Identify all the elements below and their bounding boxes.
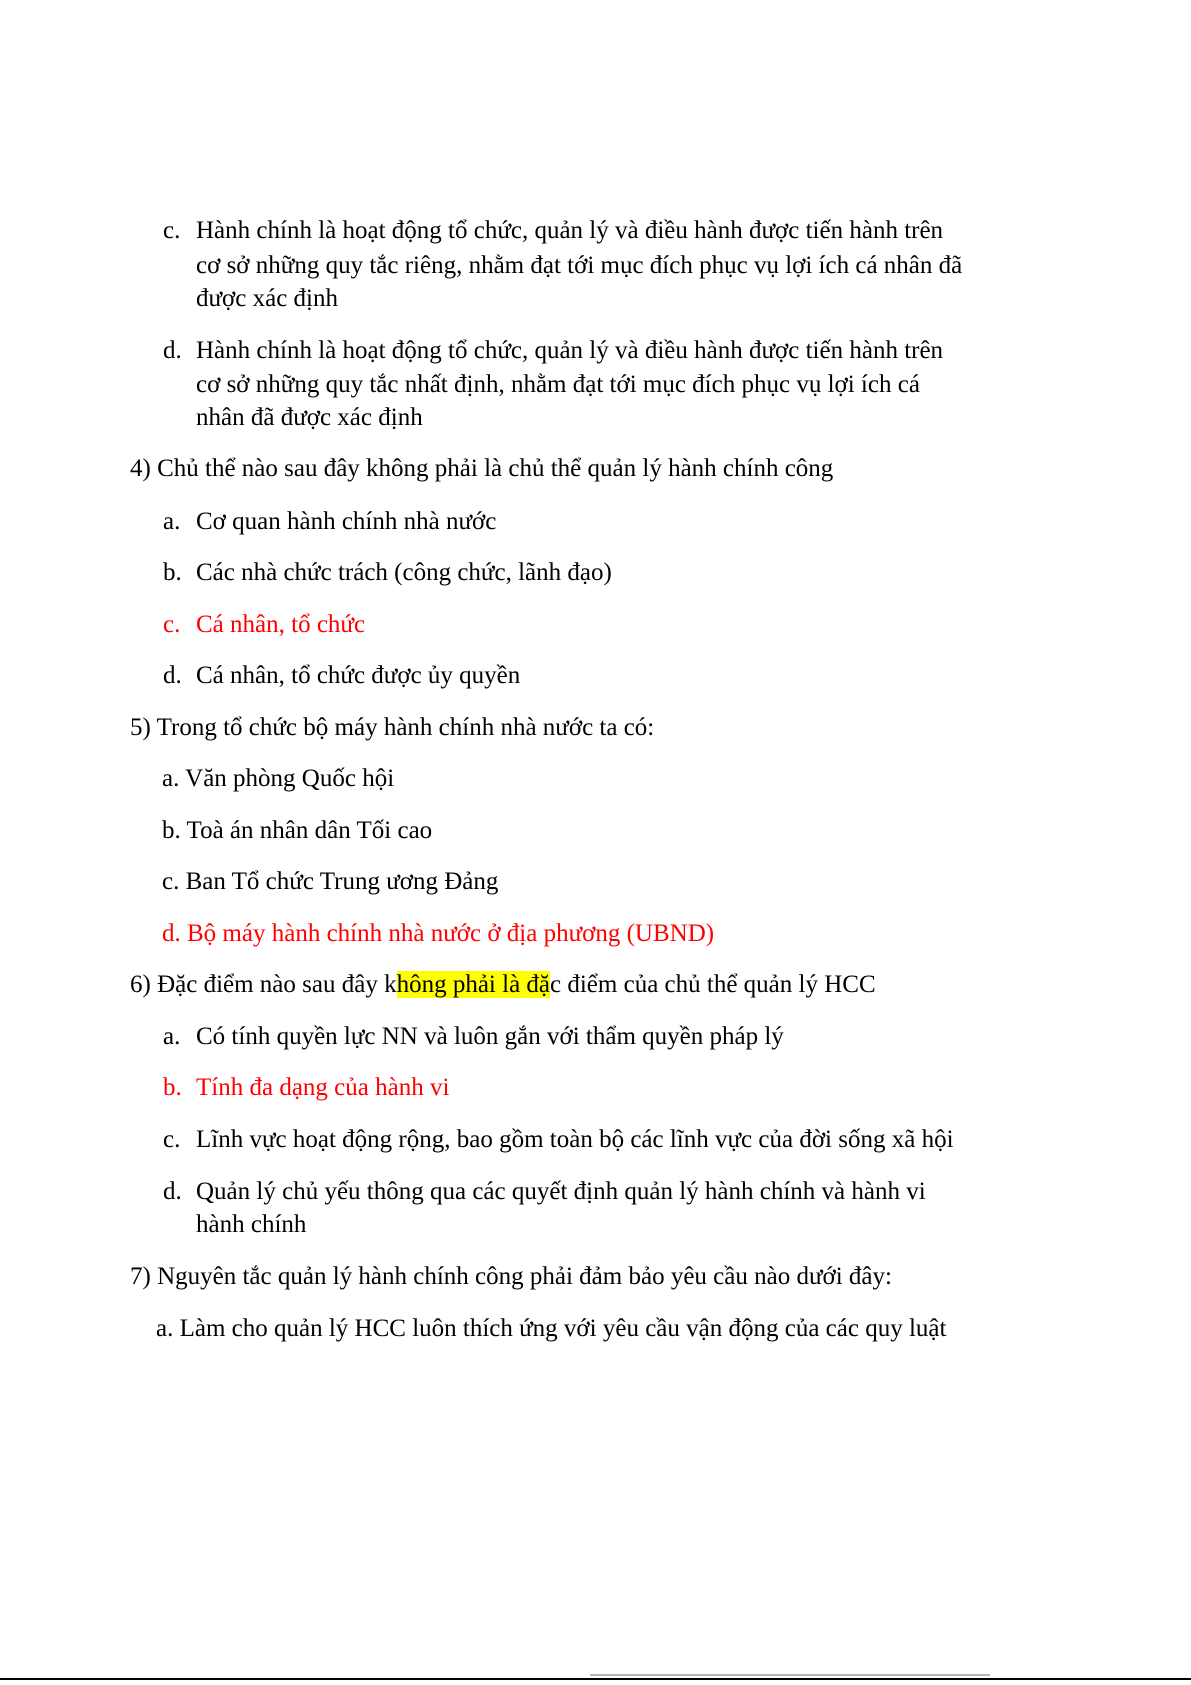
option-letter: d. [163, 662, 182, 689]
question-5: 5) Trong tổ chức bộ máy hành chính nhà nước ta có: [130, 714, 655, 741]
option-letter: b. [163, 559, 182, 586]
option-text: Các nhà chức trách (công chức, lãnh đạo) [196, 559, 612, 586]
q7-option-a: a. Làm cho quản lý HCC luôn thích ứng với yêu cầu vận động của các quy luật [156, 1315, 947, 1342]
option-text: Cá nhân, tổ chức [196, 611, 366, 638]
option-text-line: cơ sở những quy tắc nhất định, nhằm đạt tới mục đích phục vụ lợi ích cá [196, 371, 920, 398]
q5-option-c: c. Ban Tổ chức Trung ương Đảng [162, 868, 499, 895]
option-letter: a. [163, 1023, 181, 1050]
option-text-line: Tính đa dạng của hành vi [196, 1074, 450, 1101]
option-text-line: Hành chính là hoạt động tổ chức, quản lý và điều hành được tiến hành trên [196, 217, 944, 244]
question-4: 4) Chủ thể nào sau đây không phải là chủ thể quản lý hành chính công [130, 455, 834, 482]
option-text-line: hành chính [196, 1211, 307, 1238]
option-letter: d. [163, 1178, 182, 1205]
question-7: 7) Nguyên tắc quản lý hành chính công phải đảm bảo yêu cầu nào dưới đây: [130, 1263, 892, 1290]
q5-option-d-correct: d. Bộ máy hành chính nhà nước ở địa phương (UBND) [162, 920, 715, 947]
option-text-line: Lĩnh vực hoạt động rộng, bao gồm toàn bộ các lĩnh vực của đời sống xã hội [196, 1126, 954, 1153]
question-6-text-end: c điểm của chủ thể quản lý HCC [550, 971, 876, 998]
page-bottom-divider [0, 1678, 1191, 1680]
q5-option-b: b. Toà án nhân dân Tối cao [162, 817, 433, 844]
option-letter: c. [163, 611, 181, 638]
option-letter: c. [163, 217, 181, 244]
option-text-line: nhân đã được xác định [196, 404, 423, 431]
question-6-highlight: hông phải là đặ [396, 971, 551, 998]
q5-option-a: a. Văn phòng Quốc hội [162, 765, 395, 792]
page-edge-artifact [590, 1674, 990, 1676]
option-text-line: Quản lý chủ yếu thông qua các quyết định quản lý hành chính và hành vi [196, 1178, 926, 1205]
question-6-text-start: 6) Đặc điểm nào sau đây k [130, 971, 397, 998]
option-letter: d. [163, 337, 182, 364]
option-letter: c. [163, 1126, 181, 1153]
option-text-line: cơ sở những quy tắc riêng, nhằm đạt tới mục đích phục vụ lợi ích cá nhân đã [196, 252, 963, 279]
option-text: Cá nhân, tổ chức được ủy quyền [196, 662, 521, 689]
question-6 [130, 970, 876, 1000]
option-letter: a. [163, 508, 181, 535]
option-text-line: được xác định [196, 285, 339, 312]
option-text-line: Hành chính là hoạt động tổ chức, quản lý và điều hành được tiến hành trên [196, 337, 944, 364]
option-text-line: Có tính quyền lực NN và luôn gắn với thẩm quyền pháp lý [196, 1023, 784, 1050]
option-text: Cơ quan hành chính nhà nước [196, 508, 497, 535]
option-letter: b. [163, 1074, 182, 1101]
